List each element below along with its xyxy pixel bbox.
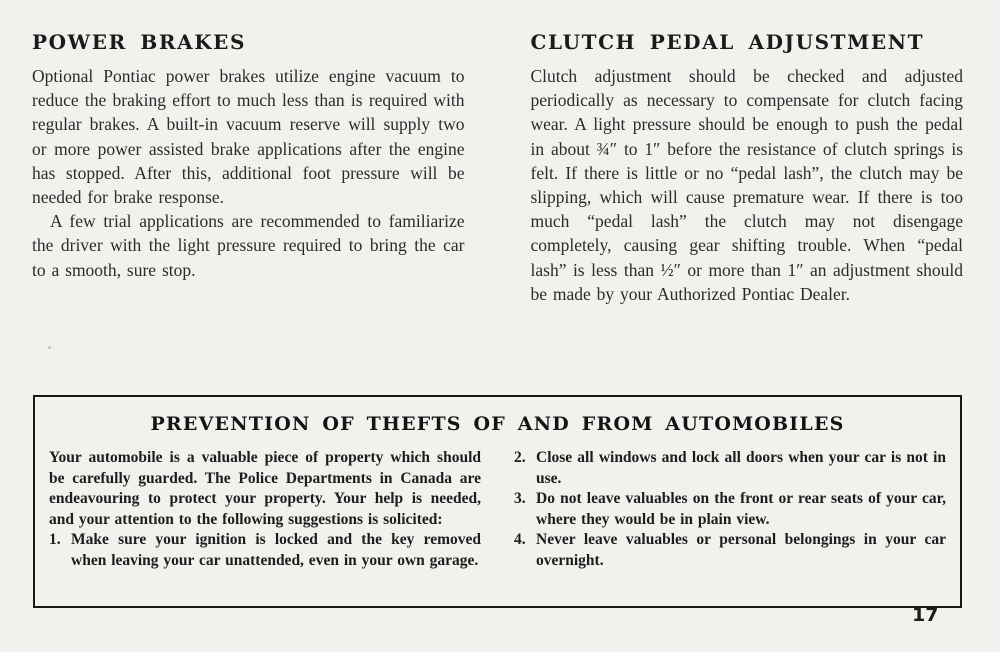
list-item-text: Close all windows and lock all doors when your car is not in use. xyxy=(536,449,946,487)
theft-prevention-title: PREVENTION OF THEFTS OF AND FROM AUTOMOBILES xyxy=(150,413,845,435)
theft-prevention-right-column xyxy=(514,448,946,572)
list-item-text: Do not leave valuables on the front or rear seats of your car, where they would be in plain view. xyxy=(536,490,946,528)
list-item-number: 2. xyxy=(514,449,526,466)
section-clutch-pedal-adjustment xyxy=(531,30,964,306)
theft-prevention-box xyxy=(33,395,962,608)
list-item-text: Make sure your ignition is locked and the key removed when leaving your car unattended, even in your own garage. xyxy=(71,531,481,569)
theft-prevention-intro: Your automobile is a valuable piece of property which should be carefully guarded. The Police Departments in Canada are endeavouring to protect your property. Your help is needed, and your attention to the following suggestions is solicited: xyxy=(49,449,481,528)
clutch-pedal-adjustment-paragraph: Clutch adjustment should be checked and adjusted periodically as necessary to compensate for clutch facing wear. A light pressure should be enough to push the pedal in about ¾″ to 1″ before the resistance of clutch springs is felt. If there is little or no “pedal lash”, the clutch may be slipping, which will cause premature wear. If there is too much “pedal lash” the clutch may not disengage completely, causing gear shifting trouble. When “pedal lash” is less than ½″ or more than 1″ an adjustment should be made by your Authorized Pontiac Dealer. xyxy=(530,66,963,304)
paper-speck xyxy=(48,346,51,349)
list-item-number: 4. xyxy=(514,531,526,549)
page-number: 17 xyxy=(912,604,939,626)
theft-prevention-left-column xyxy=(49,448,481,572)
theft-prevention-columns xyxy=(35,448,960,572)
clutch-pedal-adjustment-heading: CLUTCH PEDAL ADJUSTMENT xyxy=(530,30,925,54)
power-brakes-heading: POWER BRAKES xyxy=(32,30,247,54)
list-item xyxy=(514,448,946,489)
power-brakes-paragraph-1: Optional Pontiac power brakes utilize engine vacuum to reduce the braking effort to much less than is required with regular brakes. A built-in vacuum reserve will supply two or more power assisted brake applications after the engine has stopped. After this, additional foot pressure will be needed for brake response. xyxy=(32,66,465,208)
list-item xyxy=(514,489,946,530)
list-item xyxy=(49,530,481,571)
list-item xyxy=(514,530,946,571)
two-column-text-area xyxy=(32,30,963,306)
list-item-text: Never leave valuables or personal belongings in your car overnight. xyxy=(536,531,946,569)
section-power-brakes xyxy=(32,30,465,306)
list-item-number: 3. xyxy=(514,490,526,508)
list-item-number: 1. xyxy=(49,531,61,549)
power-brakes-paragraph-2: A few trial applications are recommended to familiarize the driver with the light pressure required to bring the car to a smooth, sure stop. xyxy=(32,211,465,280)
